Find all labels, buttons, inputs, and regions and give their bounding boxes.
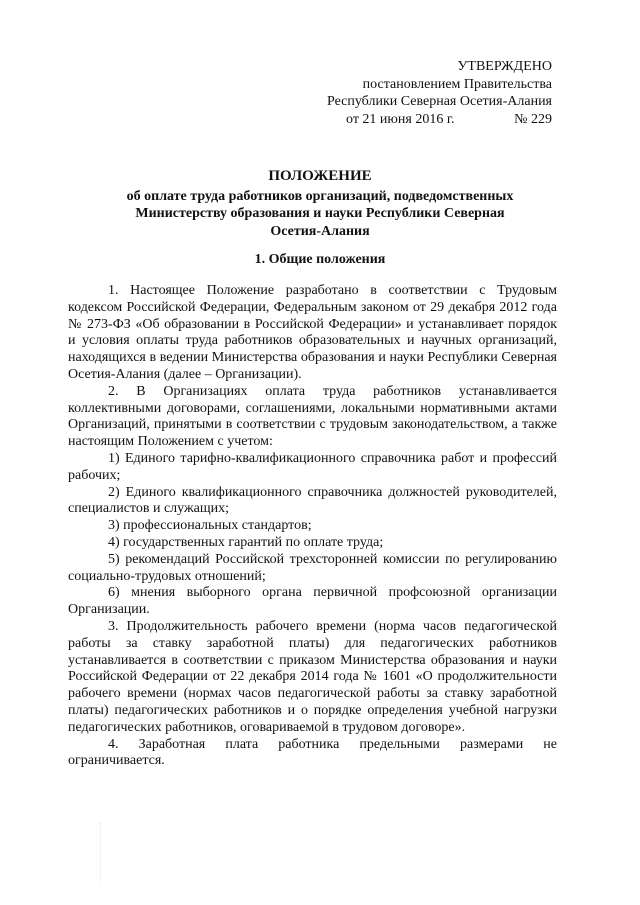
section-heading: 1. Общие положения <box>254 252 386 267</box>
title-main: ПОЛОЖЕНИЕ <box>268 168 372 184</box>
paragraph-1: 1. Настоящее Положение разработано в соответствии с Трудовым кодексом Российской Федерации, Федеральным законом от 29 декабря 2012 года № 273-ФЗ «Об образовании в Российской Федерации» и устанавливает порядок и условия оплаты труда работников образовательных и научных организаций, находящихся в ведении Министерства образования и науки Республики Северная Осетия-Алания (далее – Организации). <box>68 283 557 382</box>
list-item-6: 6) мнения выборного органа первичной профсоюзной организации Организации. <box>68 585 557 618</box>
paragraph-4: 4. Заработная плата работника предельными размерами не ограничивается. <box>68 736 557 769</box>
list-item-5: 5) рекомендаций Российской трехсторонней комиссии по регулированию социально-трудовых отношений; <box>68 551 557 584</box>
paragraph-3: 3. Продолжительность рабочего времени (норма часов педагогической работы за ставку заработной платы) для педагогических работников устанавливается в соответствии с приказом Министерства образования и науки Российской Федерации от 22 декабря 2014 года № 1601 «О продолжительности рабочего времени (нормах часов педагогической работы за ставку заработной платы) педагогических работников и о порядке определения учебной нагрузки педагогических работников, оговариваемой в трудовом договоре». <box>68 618 557 735</box>
document-title <box>70 168 570 240</box>
approval-line-1: постановлением Правительства <box>362 76 552 92</box>
approval-number: № 229 <box>514 111 552 127</box>
list-item-3: 3) профессиональных стандартов; <box>108 518 312 534</box>
list-item-4: 4) государственных гарантий по оплате труда; <box>108 534 384 550</box>
approval-block <box>300 58 552 128</box>
title-line-1: об оплате труда работников организаций, подведомственных <box>126 188 514 204</box>
approval-date: от 21 июня 2016 г. <box>346 111 455 127</box>
document-body <box>68 283 557 770</box>
paragraph-2: 2. В Организациях оплата труда работников устанавливается коллективными договорами, соглашениями, локальными нормативными актами Организаций, принятыми в соответствии с трудовым законодательством, а также настоящим Положением с учетом: <box>68 383 557 450</box>
scan-artifact <box>100 822 131 882</box>
list-item-1: 1) Единого тарифно-квалификационного справочника работ и профессий рабочих; <box>68 450 557 483</box>
list-item-2: 2) Единого квалификационного справочника должностей руководителей, специалистов и служащих; <box>68 484 557 517</box>
approval-date-line <box>300 111 552 129</box>
approval-line-2: Республики Северная Осетия-Алания <box>327 94 552 109</box>
title-line-3: Осетия-Алания <box>270 223 370 239</box>
title-line-2: Министерству образования и науки Республики Северная <box>135 206 505 221</box>
approval-stamp: УТВЕРЖДЕНО <box>457 59 552 74</box>
